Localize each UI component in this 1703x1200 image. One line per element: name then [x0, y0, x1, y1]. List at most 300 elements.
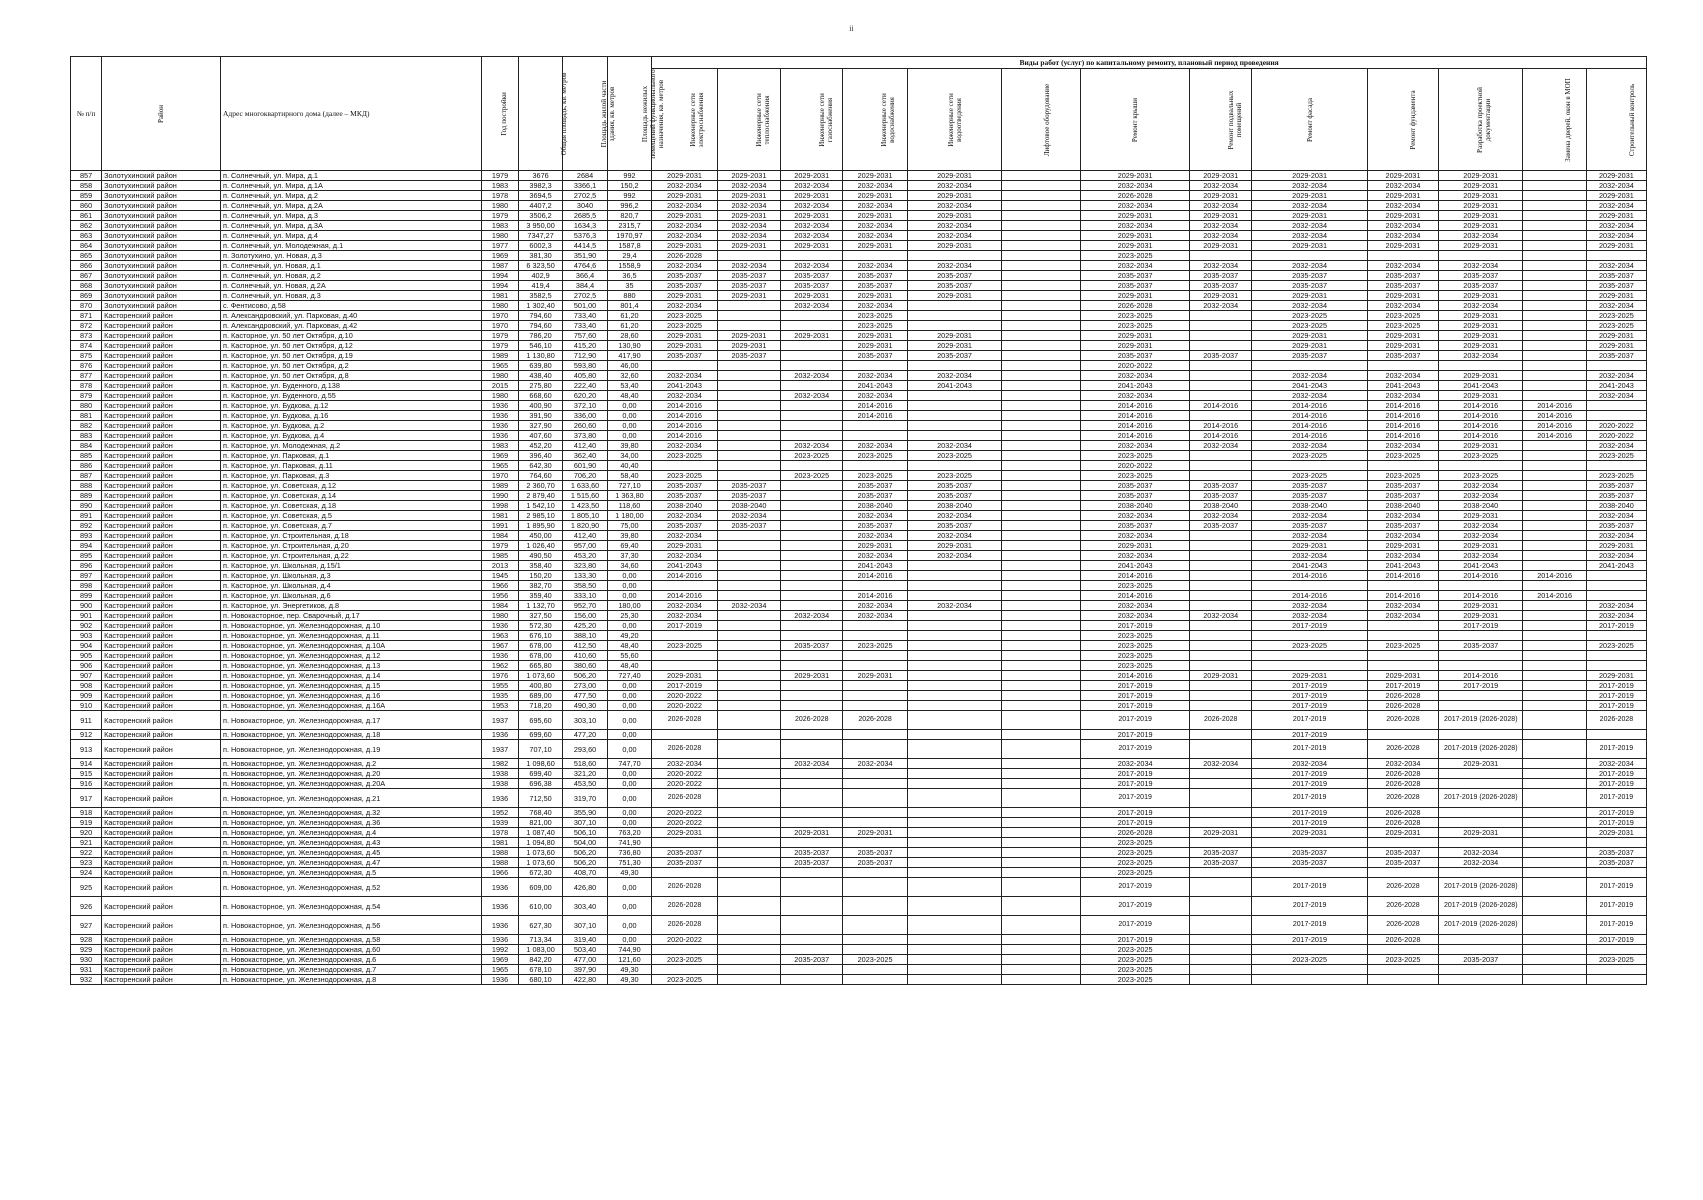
cell-work-0: 2029-2031: [652, 671, 718, 681]
cell-work-11: [1523, 955, 1586, 965]
cell-work-6: 2032-2034: [1081, 181, 1190, 191]
cell-work-8: 2023-2025: [1252, 471, 1368, 481]
cell-work-4: [907, 401, 1001, 411]
cell-work-9: 2035-2037: [1367, 351, 1438, 361]
cell-work-10: 2029-2031: [1439, 181, 1523, 191]
header-work-9: Ремонт фундамента: [1367, 69, 1438, 171]
cell-living-area: 426,80: [563, 878, 607, 897]
cell-work-9: 2032-2034: [1367, 531, 1438, 541]
cell-work-5: [1002, 371, 1081, 381]
cell-nonres-area: 61,20: [607, 321, 651, 331]
cell-work-4: [907, 711, 1001, 730]
cell-work-5: [1002, 897, 1081, 916]
cell-work-7: [1190, 531, 1252, 541]
cell-address: п. Александровский, ул. Парковая, д.40: [221, 311, 482, 321]
cell-nonres-area: 744,90: [607, 945, 651, 955]
cell-living-area: 506,20: [563, 858, 607, 868]
cell-work-2: [781, 935, 843, 945]
cell-year: 1978: [482, 191, 519, 201]
cell-work-4: [907, 848, 1001, 858]
cell-work-0: 2032-2034: [652, 201, 718, 211]
cell-address: п. Касторное, ул. Энергетиков, д.8: [221, 601, 482, 611]
cell-district: Касторенский район: [102, 681, 221, 691]
cell-year: 1981: [482, 511, 519, 521]
cell-work-5: [1002, 451, 1081, 461]
cell-work-7: [1190, 641, 1252, 651]
cell-work-12: 2032-2034: [1586, 601, 1646, 611]
cell-num: 924: [71, 868, 102, 878]
header-work-7: Ремонт подвальных помещений: [1190, 69, 1252, 171]
cell-num: 884: [71, 441, 102, 451]
cell-living-area: 1634,3: [563, 221, 607, 231]
cell-work-10: [1439, 808, 1523, 818]
cell-district: Золотухинский район: [102, 181, 221, 191]
cell-work-9: [1367, 631, 1438, 641]
cell-work-3: 2032-2034: [843, 181, 907, 191]
cell-district: Золотухинский район: [102, 171, 221, 181]
cell-work-12: [1586, 591, 1646, 601]
cell-work-3: 2029-2031: [843, 171, 907, 181]
cell-work-7: [1190, 955, 1252, 965]
cell-work-11: [1523, 271, 1586, 281]
cell-work-8: 2014-2016: [1252, 421, 1368, 431]
cell-work-3: 2035-2037: [843, 351, 907, 361]
cell-work-7: 2035-2037: [1190, 848, 1252, 858]
cell-work-1: [717, 858, 780, 868]
cell-work-9: [1367, 975, 1438, 985]
cell-work-0: 2029-2031: [652, 541, 718, 551]
cell-work-1: [717, 818, 780, 828]
cell-work-1: [717, 641, 780, 651]
cell-work-1: [717, 461, 780, 471]
cell-address: п. Новокасторное, ул. Железнодорожная, д.4: [221, 828, 482, 838]
cell-work-8: 2029-2031: [1252, 171, 1368, 181]
cell-work-2: [781, 691, 843, 701]
cell-work-9: 2026-2028: [1367, 878, 1438, 897]
cell-total-area: 275,80: [518, 381, 562, 391]
cell-num: 918: [71, 808, 102, 818]
cell-work-6: 2017-2019: [1081, 769, 1190, 779]
cell-work-11: [1523, 491, 1586, 501]
cell-work-6: 2041-2043: [1081, 381, 1190, 391]
cell-work-8: 2032-2034: [1252, 601, 1368, 611]
cell-work-0: [652, 965, 718, 975]
cell-address: п. Касторное, ул. 50 лет Октября, д.8: [221, 371, 482, 381]
cell-work-1: [717, 591, 780, 601]
cell-work-10: 2032-2034: [1439, 351, 1523, 361]
cell-district: Касторенский район: [102, 789, 221, 808]
table-row: [71, 271, 1647, 281]
cell-total-area: 639,80: [518, 361, 562, 371]
cell-work-6: 2041-2043: [1081, 561, 1190, 571]
cell-work-11: [1523, 878, 1586, 897]
cell-work-7: 2032-2034: [1190, 201, 1252, 211]
header-address: Адрес многоквартирного дома (далее – МКД): [221, 57, 482, 171]
cell-work-8: 2032-2034: [1252, 261, 1368, 271]
cell-work-4: 2029-2031: [907, 171, 1001, 181]
cell-num: 886: [71, 461, 102, 471]
cell-work-7: 2035-2037: [1190, 271, 1252, 281]
cell-work-6: 2023-2025: [1081, 321, 1190, 331]
cell-work-1: [717, 651, 780, 661]
cell-work-9: 2041-2043: [1367, 381, 1438, 391]
cell-nonres-area: 69,40: [607, 541, 651, 551]
cell-work-3: [843, 878, 907, 897]
cell-work-0: 2023-2025: [652, 451, 718, 461]
cell-work-1: [717, 611, 780, 621]
cell-work-9: 2035-2037: [1367, 481, 1438, 491]
cell-work-6: 2017-2019: [1081, 621, 1190, 631]
cell-work-5: [1002, 481, 1081, 491]
table-row: [71, 521, 1647, 531]
cell-num: 873: [71, 331, 102, 341]
cell-work-8: 2029-2031: [1252, 331, 1368, 341]
cell-year: 2013: [482, 561, 519, 571]
cell-work-8: [1252, 651, 1368, 661]
cell-work-2: 2035-2037: [781, 641, 843, 651]
cell-work-6: 2017-2019: [1081, 701, 1190, 711]
table-row: [71, 481, 1647, 491]
cell-living-area: 518,60: [563, 759, 607, 769]
cell-year: 1956: [482, 591, 519, 601]
cell-living-area: 1 820,90: [563, 521, 607, 531]
cell-work-2: [781, 631, 843, 641]
cell-work-2: 2032-2034: [781, 759, 843, 769]
cell-work-1: 2035-2037: [717, 271, 780, 281]
cell-work-5: [1002, 201, 1081, 211]
cell-work-7: [1190, 808, 1252, 818]
cell-nonres-area: 0,00: [607, 935, 651, 945]
cell-work-10: 2029-2031: [1439, 331, 1523, 341]
cell-work-6: 2029-2031: [1081, 241, 1190, 251]
cell-living-area: 355,90: [563, 808, 607, 818]
cell-address: п. Касторное, ул. Будкова, д.16: [221, 411, 482, 421]
cell-work-7: [1190, 341, 1252, 351]
table-row: [71, 231, 1647, 241]
cell-work-7: 2032-2034: [1190, 301, 1252, 311]
cell-total-area: 402,9: [518, 271, 562, 281]
cell-work-12: 2017-2019: [1586, 691, 1646, 701]
cell-work-4: 2035-2037: [907, 281, 1001, 291]
cell-work-11: [1523, 521, 1586, 531]
cell-work-0: 2026-2028: [652, 789, 718, 808]
cell-address: п. Касторное, ул. Школьная, д.6: [221, 591, 482, 601]
cell-living-area: 336,00: [563, 411, 607, 421]
header-work-8: Ремонт фасада: [1252, 69, 1368, 171]
cell-work-6: 2017-2019: [1081, 897, 1190, 916]
cell-living-area: 321,20: [563, 769, 607, 779]
cell-year: 1965: [482, 965, 519, 975]
cell-work-8: 2032-2034: [1252, 201, 1368, 211]
cell-district: Золотухинский район: [102, 211, 221, 221]
cell-work-1: [717, 897, 780, 916]
cell-nonres-area: 0,00: [607, 591, 651, 601]
cell-work-3: [843, 868, 907, 878]
cell-work-6: 2017-2019: [1081, 808, 1190, 818]
cell-address: п. Касторное, ул. Парковая, д.1: [221, 451, 482, 461]
cell-work-7: [1190, 361, 1252, 371]
cell-work-1: [717, 769, 780, 779]
cell-total-area: 678,00: [518, 641, 562, 651]
cell-year: 1989: [482, 481, 519, 491]
cell-num: 931: [71, 965, 102, 975]
cell-work-10: 2032-2034: [1439, 231, 1523, 241]
table-row: [71, 451, 1647, 461]
cell-work-11: 2014-2016: [1523, 411, 1586, 421]
cell-work-11: [1523, 531, 1586, 541]
cell-work-5: [1002, 611, 1081, 621]
cell-work-6: 2023-2025: [1081, 945, 1190, 955]
cell-work-3: 2041-2043: [843, 561, 907, 571]
cell-total-area: 438,40: [518, 371, 562, 381]
cell-work-11: [1523, 868, 1586, 878]
cell-work-11: [1523, 371, 1586, 381]
cell-district: Золотухинский район: [102, 251, 221, 261]
cell-year: 1936: [482, 975, 519, 985]
table-row: [71, 571, 1647, 581]
capital-repair-table-container: [70, 56, 1647, 985]
cell-work-8: 2014-2016: [1252, 401, 1368, 411]
cell-work-5: [1002, 351, 1081, 361]
cell-district: Касторенский район: [102, 571, 221, 581]
cell-work-11: [1523, 541, 1586, 551]
cell-work-6: 2032-2034: [1081, 371, 1190, 381]
cell-living-area: 733,40: [563, 311, 607, 321]
cell-living-area: 1 633,60: [563, 481, 607, 491]
cell-work-9: 2023-2025: [1367, 641, 1438, 651]
cell-num: 861: [71, 211, 102, 221]
cell-work-9: 2026-2028: [1367, 897, 1438, 916]
cell-nonres-area: 0,00: [607, 916, 651, 935]
cell-num: 871: [71, 311, 102, 321]
cell-work-6: 2029-2031: [1081, 171, 1190, 181]
cell-num: 885: [71, 451, 102, 461]
cell-total-area: 4407,2: [518, 201, 562, 211]
cell-address: п. Новокасторное, ул. Железнодорожная, д.10: [221, 621, 482, 631]
cell-num: 923: [71, 858, 102, 868]
cell-work-8: [1252, 251, 1368, 261]
cell-num: 920: [71, 828, 102, 838]
cell-work-10: 2041-2043: [1439, 381, 1523, 391]
cell-work-12: 2032-2034: [1586, 759, 1646, 769]
cell-work-11: [1523, 711, 1586, 730]
cell-work-5: [1002, 441, 1081, 451]
cell-nonres-area: 75,00: [607, 521, 651, 531]
cell-num: 887: [71, 471, 102, 481]
cell-work-9: 2029-2031: [1367, 331, 1438, 341]
cell-nonres-area: 763,20: [607, 828, 651, 838]
cell-work-5: [1002, 241, 1081, 251]
cell-living-area: 412,50: [563, 641, 607, 651]
cell-total-area: 359,40: [518, 591, 562, 601]
cell-work-12: 2029-2031: [1586, 671, 1646, 681]
cell-work-6: 2014-2016: [1081, 421, 1190, 431]
cell-work-2: [781, 897, 843, 916]
cell-work-10: 2029-2031: [1439, 321, 1523, 331]
cell-work-12: 2029-2031: [1586, 191, 1646, 201]
cell-work-8: 2035-2037: [1252, 281, 1368, 291]
cell-work-12: 2032-2034: [1586, 391, 1646, 401]
cell-work-9: 2014-2016: [1367, 401, 1438, 411]
cell-work-7: [1190, 451, 1252, 461]
cell-work-2: [781, 789, 843, 808]
cell-work-1: 2038-2040: [717, 501, 780, 511]
cell-year: 1988: [482, 848, 519, 858]
cell-address: п. Солнечный, ул. Мира, д.1А: [221, 181, 482, 191]
cell-address: п. Солнечный, ул. Мира, д.3: [221, 211, 482, 221]
cell-nonres-area: 0,00: [607, 581, 651, 591]
cell-year: 1980: [482, 371, 519, 381]
cell-work-3: 2023-2025: [843, 955, 907, 965]
cell-work-7: [1190, 541, 1252, 551]
cell-nonres-area: 180,00: [607, 601, 651, 611]
cell-work-0: 2020-2022: [652, 691, 718, 701]
cell-work-10: [1439, 651, 1523, 661]
table-row: [71, 461, 1647, 471]
cell-work-6: 2023-2025: [1081, 451, 1190, 461]
cell-total-area: 842,20: [518, 955, 562, 965]
table-row: [71, 371, 1647, 381]
cell-work-9: 2032-2034: [1367, 181, 1438, 191]
cell-work-7: 2029-2031: [1190, 671, 1252, 681]
cell-num: 863: [71, 231, 102, 241]
cell-year: 1984: [482, 601, 519, 611]
cell-work-7: 2029-2031: [1190, 291, 1252, 301]
cell-work-11: [1523, 561, 1586, 571]
cell-work-9: 2029-2031: [1367, 828, 1438, 838]
cell-work-8: 2014-2016: [1252, 411, 1368, 421]
cell-work-10: 2029-2031: [1439, 828, 1523, 838]
cell-work-2: 2032-2034: [781, 261, 843, 271]
cell-work-6: 2032-2034: [1081, 759, 1190, 769]
cell-num: 872: [71, 321, 102, 331]
cell-year: 1983: [482, 221, 519, 231]
cell-district: Касторенский район: [102, 621, 221, 631]
cell-living-area: 593,80: [563, 361, 607, 371]
capital-repair-table: [70, 56, 1647, 985]
cell-work-9: 2026-2028: [1367, 691, 1438, 701]
cell-address: п. Касторное, ул. Буденного, д.138: [221, 381, 482, 391]
cell-total-area: 712,50: [518, 789, 562, 808]
cell-total-area: 150,20: [518, 571, 562, 581]
cell-work-7: 2029-2031: [1190, 241, 1252, 251]
cell-living-area: 358,50: [563, 581, 607, 591]
table-row: [71, 281, 1647, 291]
cell-work-10: [1439, 975, 1523, 985]
cell-work-11: [1523, 551, 1586, 561]
cell-work-8: 2032-2034: [1252, 391, 1368, 401]
cell-work-2: [781, 251, 843, 261]
cell-total-area: 1 130,80: [518, 351, 562, 361]
cell-work-5: [1002, 181, 1081, 191]
cell-work-2: [781, 411, 843, 421]
cell-work-12: 2017-2019: [1586, 897, 1646, 916]
cell-address: п. Новокасторное, ул. Железнодорожная, д.45: [221, 848, 482, 858]
cell-work-1: 2035-2037: [717, 521, 780, 531]
cell-work-5: [1002, 431, 1081, 441]
cell-work-8: [1252, 361, 1368, 371]
cell-work-10: [1439, 461, 1523, 471]
cell-work-6: 2017-2019: [1081, 878, 1190, 897]
cell-work-1: [717, 621, 780, 631]
cell-total-area: 610,00: [518, 897, 562, 916]
cell-work-12: 2035-2037: [1586, 271, 1646, 281]
cell-work-2: 2032-2034: [781, 611, 843, 621]
cell-work-9: [1367, 461, 1438, 471]
table-row: [71, 311, 1647, 321]
cell-work-1: 2035-2037: [717, 351, 780, 361]
cell-work-7: [1190, 701, 1252, 711]
cell-work-12: 2035-2037: [1586, 858, 1646, 868]
cell-work-8: 2014-2016: [1252, 431, 1368, 441]
cell-work-4: [907, 581, 1001, 591]
cell-district: Касторенский район: [102, 818, 221, 828]
cell-work-6: 2035-2037: [1081, 281, 1190, 291]
cell-address: п. Новокасторное, ул. Железнодорожная, д.52: [221, 878, 482, 897]
cell-work-8: 2017-2019: [1252, 730, 1368, 740]
cell-work-5: [1002, 421, 1081, 431]
cell-address: п. Касторное, ул. Строительная, д.18: [221, 531, 482, 541]
cell-work-12: 2017-2019: [1586, 681, 1646, 691]
cell-nonres-area: 992: [607, 171, 651, 181]
table-row: [71, 581, 1647, 591]
cell-num: 874: [71, 341, 102, 351]
cell-work-6: 2029-2031: [1081, 341, 1190, 351]
cell-work-5: [1002, 789, 1081, 808]
cell-work-0: [652, 581, 718, 591]
cell-num: 866: [71, 261, 102, 271]
cell-num: 895: [71, 551, 102, 561]
cell-nonres-area: 48,40: [607, 391, 651, 401]
cell-total-area: 7347,27: [518, 231, 562, 241]
table-row: [71, 828, 1647, 838]
cell-num: 928: [71, 935, 102, 945]
cell-work-4: [907, 391, 1001, 401]
cell-work-11: [1523, 461, 1586, 471]
cell-total-area: 678,00: [518, 651, 562, 661]
cell-work-0: 2023-2025: [652, 955, 718, 965]
cell-work-2: [781, 740, 843, 759]
cell-work-4: 2029-2031: [907, 341, 1001, 351]
cell-work-4: [907, 411, 1001, 421]
cell-work-11: [1523, 769, 1586, 779]
cell-work-5: [1002, 511, 1081, 521]
cell-address: п. Касторное, ул. Школьная, д.3: [221, 571, 482, 581]
cell-work-11: [1523, 641, 1586, 651]
cell-nonres-area: 0,00: [607, 818, 651, 828]
cell-work-3: 2029-2031: [843, 211, 907, 221]
cell-address: п. Касторное, ул. 50 лет Октября, д.2: [221, 361, 482, 371]
cell-district: Касторенский район: [102, 591, 221, 601]
cell-work-4: 2023-2025: [907, 471, 1001, 481]
cell-living-area: 503,40: [563, 945, 607, 955]
cell-nonres-area: 741,90: [607, 838, 651, 848]
cell-work-3: 2014-2016: [843, 411, 907, 421]
cell-year: 1998: [482, 501, 519, 511]
cell-living-area: 4414,5: [563, 241, 607, 251]
cell-work-10: 2032-2034: [1439, 551, 1523, 561]
cell-total-area: 6002,3: [518, 241, 562, 251]
cell-work-10: 2041-2043: [1439, 561, 1523, 571]
cell-work-5: [1002, 531, 1081, 541]
cell-work-9: 2014-2016: [1367, 431, 1438, 441]
cell-work-0: 2023-2025: [652, 975, 718, 985]
cell-district: Касторенский район: [102, 838, 221, 848]
table-row: [71, 221, 1647, 231]
cell-work-8: 2023-2025: [1252, 641, 1368, 651]
cell-district: Касторенский район: [102, 671, 221, 681]
table-row: [71, 759, 1647, 769]
